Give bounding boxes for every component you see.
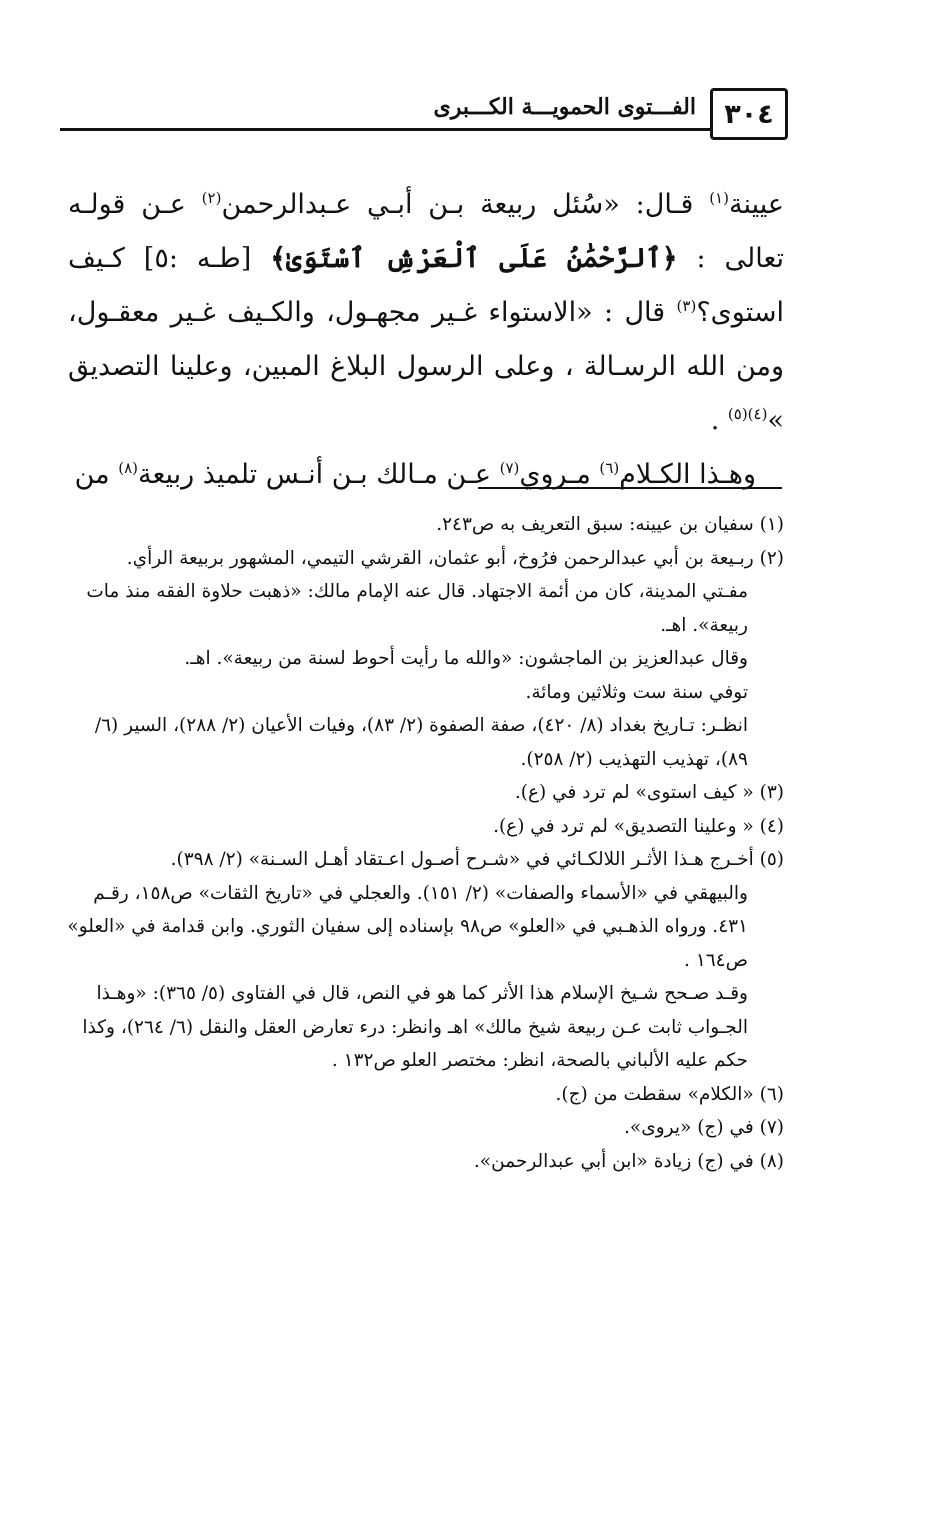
- text-span: قال : «الاستواء غـير مجهـول، والكـيف غـير معقـول، ومن الله الرسـالة ، وعلى الرسول البلاغ المبين، وعلينا التصديق »: [68, 297, 784, 436]
- footnote-separator: [478, 487, 782, 489]
- footnote-8: (٨) في (ج) زيادة «ابن أبي عبدالرحمن».: [473, 1150, 784, 1172]
- footnote-ref-4-5: (٤)(٥): [727, 405, 768, 423]
- footnote-5-continuation: والبيهقي في «الأسماء والصفات» (٢/ ١٥١). والعجلي في «تاريخ الثقات» ص١٥٨، رقـم ٤٣١. ورواه الذهـبي في «العلو» ص٩٨ بإسناده إلى سفيان الثوري. وابن قدامة في «العلو» ص١٦٤ .: [67, 882, 748, 971]
- text-span: مـروي: [519, 459, 600, 490]
- footnote-ref-8: (٨): [118, 459, 139, 477]
- main-text: [68, 178, 784, 502]
- footnote-2-continuation: توفي سنة ست وثلاثين ومائة.: [525, 681, 748, 703]
- paragraph-1: [68, 178, 784, 448]
- footnote-ref-7: (٧): [499, 459, 520, 477]
- footnote-ref-1: (١): [709, 189, 729, 207]
- running-title: الفـــتوى الحمويـــة الكـــبرى: [433, 94, 696, 120]
- text-span: عـن مـالك بـن أنـس تلميذ ربيعة: [138, 459, 500, 490]
- footnote-ref-6: (٦): [599, 459, 620, 477]
- footnote-5: (٥) أخـرج هـذا الأثـر اللالكـائي في «شـرح أصـول اعـتقاد أهـل السـنة» (٢/ ٣٩٨).: [170, 849, 784, 870]
- footnote-2: (٢) ربـيعة بن أبي عبدالرحمن فرُوخ، أبو عثمان، القرشي التيمي، المشهور بربيعة الرأي.: [126, 547, 784, 569]
- footnotes: [66, 508, 784, 1178]
- text-span: من: [74, 459, 119, 490]
- paragraph-2: [68, 448, 784, 502]
- quran-verse: ﴿ٱلرَّحْمَٰنُ عَلَى ٱلْعَرْشِ ٱسْتَوَىٰ﴾: [270, 243, 678, 274]
- footnote-3: (٣) « كيف استوى» لم ترد في (ع).: [514, 782, 784, 803]
- footnote-7: (٧) في (ج) «يروى».: [624, 1117, 784, 1138]
- page-header: [60, 88, 788, 150]
- footnote-2-continuation: مفـتي المدينة، كان من أئمة الاجتهاد. قال عنه الإمام مالك: «ذهبت حلاوة الفقه منذ مات ربيعة». اهـ.: [86, 581, 748, 636]
- footnote-6: (٦) «الكلام» سقطت من (ج).: [555, 1083, 784, 1105]
- text-span: .: [710, 405, 728, 436]
- footnote-ref-3: (٣): [676, 297, 697, 315]
- text-span: عـن قولـه تعالى :: [68, 189, 784, 274]
- text-span: وهـذا الكـلام: [619, 459, 756, 490]
- footnote-1: (١) سفيان بن عيينه: سبق التعريف به ص٢٤٣.: [436, 514, 784, 535]
- text-span: عيينة: [728, 189, 784, 220]
- footnote-2-continuation: وقال عبدالعزيز بن الماجشون: «والله ما رأيت أحوط لسنة من ربيعة». اهـ.: [184, 648, 748, 669]
- footnote-4: (٤) « وعلينا التصديق» لم ترد في (ع).: [493, 815, 784, 837]
- text-span: [طـه :٥] كـيف استوى؟: [68, 243, 784, 328]
- page-number: ٣٠٤: [710, 88, 788, 140]
- header-rule: [60, 128, 710, 131]
- footnote-2-references: انظـر: تـاريخ بغداد (٨/ ٤٢٠)، صفة الصفوة (٢/ ٨٣)، وفيات الأعيان (٢/ ٢٨٨)، السير (٦/ ٨٩)، تهذيب التهذيب (٢/ ٢٥٨).: [94, 715, 748, 770]
- footnote-ref-2: (٢): [201, 189, 222, 207]
- footnote-5-continuation: وقـد صـحح شـيخ الإسلام هذا الأثر كما هو في النص، قال في الفتاوى (٥/ ٣٦٥): «وهـذا الجـواب ثابت عـن ربيعة شيخ مالك» اهـ وانظر: درء تعارض العقل والنقل (٦/ ٢٦٤)، وكذا حكم عليه الألباني بالصحة، انظر: مختصر العلو ص١٣٢ .: [82, 983, 748, 1071]
- text-span: قـال: «سُئل ربيعة بـن أبـي عـبدالرحمن: [221, 189, 710, 220]
